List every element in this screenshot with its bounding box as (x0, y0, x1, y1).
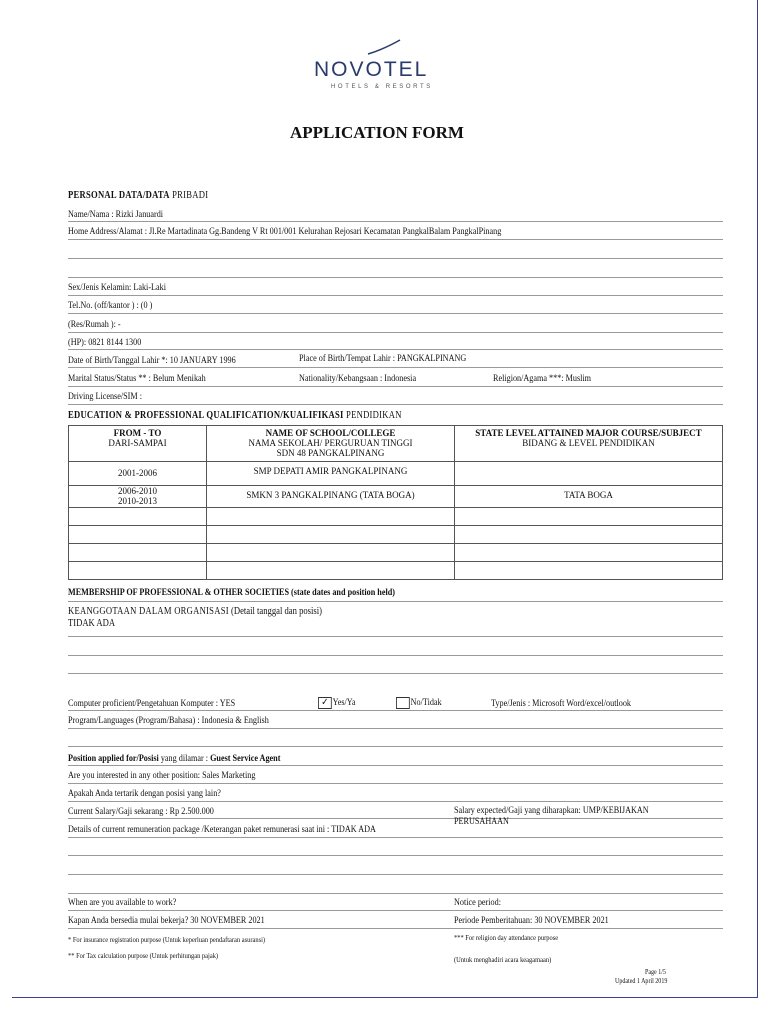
rule-line (68, 655, 723, 656)
rule-line (68, 349, 723, 350)
rule-line (68, 636, 723, 637)
rule-line (68, 295, 723, 296)
education-header-row (69, 426, 723, 462)
form-title: APPLICATION FORM (290, 123, 464, 142)
education-heading-normal: PENDIDIKAN (346, 410, 402, 421)
col-school (207, 426, 455, 462)
notice-period-field: Notice period: (454, 898, 501, 908)
rule-line (68, 928, 723, 929)
rule-line (68, 404, 723, 405)
edu-empty-cell (69, 562, 207, 580)
edu-school-1: SMP DEPATI AMIR PANGKALPINANG (253, 466, 408, 476)
edu-empty-cell (207, 508, 455, 526)
membership-heading-id-caps: KEANGGOTAAN DALAM ORGANISASI (68, 606, 229, 617)
rule-line (68, 673, 723, 674)
membership-heading: MEMBERSHIP OF PROFESSIONAL & OTHER SOCIETIES (state dates and position held) (68, 588, 396, 598)
membership-heading-id-rest: (Detail tanggal dan posisi) (231, 606, 323, 617)
edu-school-cell (207, 462, 455, 486)
pob-field: Place of Birth/Tempat Lahir : PANGKALPINANG (299, 354, 467, 364)
edu-period-0: 2001-2006 (118, 468, 157, 478)
edu-empty-cell (455, 544, 723, 562)
col-from-to (69, 426, 207, 462)
computer-yes-option (318, 697, 355, 709)
education-table (68, 425, 723, 580)
col-from-to-sub: DARI-SAMPAI (108, 438, 167, 448)
updated-date: Updated 1 April 2019 (615, 977, 668, 985)
education-heading-bold: EDUCATION & PROFESSIONAL QUALIFICATION/KUALIFIKASI (68, 410, 344, 421)
education-heading (68, 410, 402, 421)
tel-home-field: (Res/Rumah ): - (68, 320, 121, 330)
remuneration-field: Details of current remuneration package /Keterangan paket remunerasi saat ini : TIDAK ADA (68, 825, 376, 835)
driving-license-field: Driving License/SIM : (68, 392, 142, 402)
dob-field: Date of Birth/Tanggal Lahir *: 10 JANUARY 1996 (68, 356, 236, 366)
novotel-swoosh-icon (366, 38, 402, 56)
rule-line (68, 783, 723, 784)
personal-heading-bold: PERSONAL DATA/DATA (68, 190, 170, 201)
edu-empty-cell (69, 544, 207, 562)
other-position-field-id: Apakah Anda tertarik dengan posisi yang lain? (68, 789, 221, 799)
position-applied-field (68, 754, 280, 764)
rule-line (68, 601, 723, 602)
notice-date-field: Periode Pemberitahuan: 30 NOVEMBER 2021 (454, 916, 609, 926)
rule-line (68, 855, 723, 856)
no-label: No/Tidak (410, 698, 442, 709)
current-salary-field: Current Salary/Gaji sekarang : Rp 2.500.000 (68, 807, 214, 817)
edu-empty-cell (207, 562, 455, 580)
novotel-logo: NOVOTEL (314, 58, 429, 81)
rule-line (68, 728, 723, 729)
rule-line (68, 367, 723, 368)
position-value: Guest Service Agent (210, 754, 281, 764)
sex-field: Sex/Jenis Kelamin: Laki-Laki (68, 283, 167, 293)
footnote-religion-id: (Untuk menghadiri acara keagamaan) (454, 955, 552, 964)
edu-empty-cell (69, 526, 207, 544)
col-from-to-title: FROM - TO (113, 428, 162, 438)
computer-type-field: Type/Jenis : Microsoft Word/excel/outlook (491, 699, 631, 709)
edu-empty-cell (455, 508, 723, 526)
table-row (69, 562, 723, 580)
other-position-field: Are you interested in any other position: Sales Marketing (68, 771, 256, 781)
rule-line (68, 313, 723, 314)
religion-field: Religion/Agama ***: Muslim (493, 374, 592, 384)
languages-field: Program/Languages (Program/Bahasa) : Indonesia & English (68, 716, 269, 726)
edu-empty-cell (455, 562, 723, 580)
expected-salary-field-cont: PERUSAHAAN (454, 817, 509, 827)
edu-period-cell (69, 486, 207, 508)
page-number: Page 1/5 (645, 968, 666, 976)
name-field: Name/Nama : Rizki Januardi (68, 210, 164, 220)
edu-empty-cell (69, 508, 207, 526)
rule-line (68, 221, 723, 222)
rule-line (68, 801, 723, 802)
edu-level-cell (455, 486, 723, 508)
mobile-field: (HP): 0821 8144 1300 (68, 338, 142, 348)
edu-school-0: SDN 48 PANGKALPINANG (276, 448, 385, 458)
membership-value: TIDAK ADA (68, 618, 116, 629)
availability-field: When are you available to work? (68, 898, 177, 908)
footnote-tax: ** For Tax calculation purpose (Untuk perhitungan pajak) (68, 951, 219, 960)
rule-line (68, 818, 723, 819)
rule-line (68, 874, 723, 875)
rule-line (68, 746, 723, 747)
page-border-right (757, 0, 758, 998)
rule-line (68, 710, 723, 711)
table-row (69, 508, 723, 526)
rule-line (68, 332, 723, 333)
col-level-sub: BIDANG & LEVEL PENDIDIKAN (522, 438, 655, 448)
table-row (69, 462, 723, 486)
col-level-title: STATE LEVEL ATTAINED MAJOR COURSE/SUBJECT (475, 428, 702, 438)
expected-salary-field: Salary expected/Gaji yang diharapkan: UMP/KEBIJAKAN (454, 806, 649, 816)
rule-line (68, 258, 723, 259)
yes-checkbox[interactable]: ✓ (318, 697, 332, 709)
col-school-sub: NAMA SEKOLAH/ PERGURUAN TINGGI (248, 438, 413, 448)
tel-office-field: Tel.No. (off/kantor ) : (0 ) (68, 301, 153, 311)
position-label-bold: Position applied for/Posisi (68, 754, 159, 764)
no-checkbox[interactable] (396, 697, 410, 709)
footnote-religion: *** For religion day attendance purpose (454, 933, 559, 942)
table-row (69, 526, 723, 544)
table-row (69, 486, 723, 508)
marital-field: Marital Status/Status ** : Belum Menikah (68, 374, 206, 384)
rule-line (68, 765, 723, 766)
footnote-insurance: * For insurance registration purpose (Untuk keperluan pendaftaran asuransi) (68, 935, 266, 944)
rule-line (68, 893, 723, 894)
rule-line (68, 910, 723, 911)
rule-line (68, 239, 723, 240)
col-level (455, 426, 723, 462)
col-school-title: NAME OF SCHOOL/COLLEGE (265, 428, 396, 438)
edu-empty-cell (207, 544, 455, 562)
page-border-bottom (12, 997, 758, 998)
edu-school-2: SMKN 3 PANGKALPINANG (TATA BOGA) (246, 490, 415, 500)
yes-label: Yes/Ya (332, 698, 356, 709)
nationality-field: Nationality/Kebangsaan : Indonesia (299, 374, 417, 384)
table-row (69, 544, 723, 562)
edu-school-cell (207, 486, 455, 508)
position-label-normal: yang dilamar : (160, 754, 209, 764)
edu-empty-cell (455, 526, 723, 544)
edu-empty-cell (207, 526, 455, 544)
availability-date-field: Kapan Anda bersedia mulai bekerja? 30 NOVEMBER 2021 (68, 916, 265, 926)
rule-line (68, 277, 723, 278)
rule-line (68, 837, 723, 838)
address-field: Home Address/Alamat : Jl.Re Martadinata Gg.Bandeng V Rt 001/001 Kelurahan Rejosari Kecamatan PangkalBalam PangkalPinang (68, 227, 502, 237)
edu-level-2: TATA BOGA (564, 490, 613, 500)
edu-level-cell (455, 462, 723, 486)
personal-heading-normal: PRIBADI (172, 190, 209, 201)
membership-heading-id (68, 606, 322, 617)
edu-period-1: 2006-2010 (118, 486, 157, 496)
logo-subtitle: HOTELS & RESORTS (331, 84, 433, 90)
rule-line (68, 386, 723, 387)
personal-data-heading (68, 190, 208, 201)
computer-skill-field: Computer proficient/Pengetahuan Komputer : YES (68, 699, 236, 709)
edu-period-2: 2010-2013 (118, 496, 157, 506)
edu-period-cell (69, 462, 207, 486)
computer-no-option (396, 697, 442, 709)
